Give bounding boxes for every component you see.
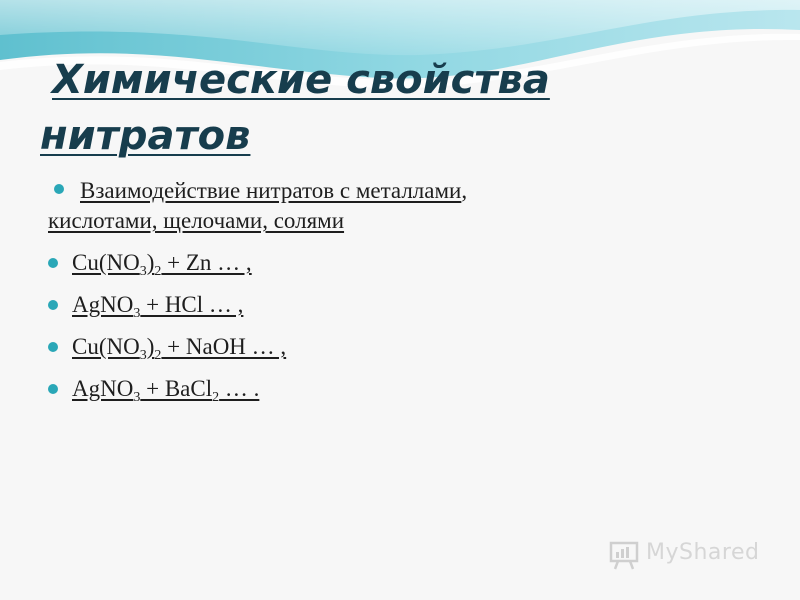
list-item-intro xyxy=(48,176,708,236)
intro-comma: , xyxy=(461,178,468,203)
bullet-icon xyxy=(54,184,64,194)
watermark-text: MyShared xyxy=(646,540,760,565)
bullet-icon xyxy=(48,258,58,268)
list-item-reaction-4 xyxy=(48,374,708,404)
reaction-2: AgNO$_3$ + HCl … , xyxy=(72,292,244,321)
bullet-icon xyxy=(48,342,58,352)
bullet-icon xyxy=(48,384,58,394)
list-item-reaction-2 xyxy=(48,290,708,320)
myshared-watermark xyxy=(606,536,766,576)
reaction-1: $Cu(NO_3)_2 + Zn$ … , xyxy=(72,250,252,279)
title-line-1: Химические свойства xyxy=(52,57,550,103)
list-item-reaction-1 xyxy=(48,248,708,278)
slide-title xyxy=(40,52,760,164)
bullet-icon xyxy=(48,300,58,310)
presentation-board-icon xyxy=(608,539,640,571)
intro-line-2: кислотами, щелочами, солями xyxy=(48,208,345,233)
reaction-4: AgNO$_3$ + BaCl$_2$ … . xyxy=(72,376,260,405)
title-line-2: нитратов xyxy=(40,113,251,159)
list-item-reaction-3 xyxy=(48,332,708,362)
intro-line-1: Взаимодействие нитратов с металлами xyxy=(80,178,462,203)
reaction-list xyxy=(48,176,708,416)
reaction-3: $Cu(NO_3)_2$ + NaOH … , xyxy=(72,334,287,363)
